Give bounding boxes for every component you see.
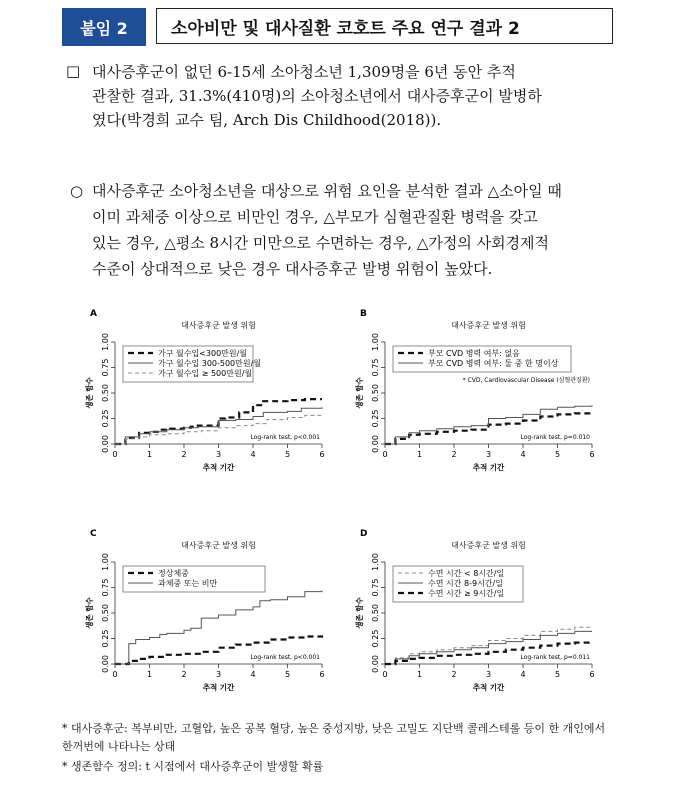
x-tick-label: 1 (146, 450, 153, 459)
chart-panel-a (80, 302, 380, 502)
legend-label-1: 가구 월수입<300만원/월 (158, 349, 248, 358)
legend-label-1: 정상체중 (158, 569, 189, 578)
x-tick-label: 4 (520, 450, 526, 459)
x-tick-label: 2 (181, 670, 187, 679)
x-tick-label: 2 (181, 450, 187, 459)
y-axis-label: 생존 함수 (355, 377, 364, 409)
x-tick-label: 6 (319, 450, 325, 459)
y-tick-label: 0.75 (371, 578, 380, 597)
footnote-1-line1: * 대사증후군: 복부비만, 고혈압, 높은 공복 혈당, 높은 중성지방, 낮은 고밀도 지단백 콜레스테롤 등이 한 개인에서 (62, 722, 606, 735)
chart-title: 대사증후군 발생 위험 (181, 541, 256, 550)
x-tick-label: 6 (589, 670, 595, 679)
chart-panel-b (350, 302, 650, 502)
x-tick-label: 1 (146, 670, 153, 679)
x-tick-label: 3 (485, 450, 492, 459)
chart-title: 대사증후군 발생 위험 (451, 321, 526, 330)
square-bullet-icon: □ (66, 62, 81, 80)
footnote-1-line2: 한꺼번에 나타나는 상태 (62, 740, 176, 753)
chart-note: * CVD, Cardiovascular Disease (심혈관질환) (462, 377, 590, 384)
y-axis-label: 생존 함수 (355, 597, 364, 629)
x-axis-label: 추적 기간 (472, 463, 505, 472)
x-tick-label: 5 (554, 450, 561, 459)
x-tick-label: 3 (215, 670, 222, 679)
x-tick-label: 4 (250, 670, 256, 679)
panel-letter: D (360, 529, 368, 539)
para1-line3: 였다(박경희 교수 팀, Arch Dis Childhood(2018)). (92, 111, 442, 129)
legend-label-1: 수면 시간 < 8시간/일 (428, 569, 505, 578)
x-tick-label: 0 (112, 450, 118, 459)
y-axis-label: 생존 함수 (85, 597, 94, 629)
chart-svg-c (80, 522, 380, 722)
footnote-1 (62, 720, 622, 756)
x-tick-label: 6 (589, 450, 595, 459)
x-tick-label: 0 (112, 670, 118, 679)
panel-letter: C (90, 529, 97, 539)
y-tick-label: 1.00 (371, 333, 380, 351)
y-tick-label: 0.75 (101, 578, 110, 597)
appendix-tag: 붙임 2 (62, 8, 146, 46)
y-axis-label: 생존 함수 (85, 377, 94, 409)
y-tick-label: 0.25 (371, 409, 380, 428)
x-tick-label: 5 (284, 450, 291, 459)
chart-panel-c (80, 522, 380, 722)
panel-letter: A (90, 309, 97, 319)
legend-label-3: 가구 월수입 ≥ 500만원/월 (158, 369, 253, 378)
legend-label-3: 수면 시간 ≥ 9시간/일 (428, 589, 505, 598)
footnote-2: * 생존함수 정의: t 시점에서 대사증후군이 발생할 확률 (62, 760, 324, 773)
y-tick-label: 0.50 (371, 384, 380, 402)
y-tick-label: 0.25 (101, 409, 110, 428)
y-tick-label: 1.00 (101, 333, 110, 351)
x-tick-label: 3 (485, 670, 492, 679)
x-axis-label: 추적 기간 (202, 463, 235, 472)
section-header (62, 8, 615, 46)
x-tick-label: 0 (382, 450, 388, 459)
y-tick-label: 0.50 (101, 604, 110, 622)
chart-title: 대사증후군 발생 위험 (451, 541, 526, 550)
y-tick-label: 0.00 (371, 435, 380, 453)
y-tick-label: 1.00 (101, 553, 110, 571)
legend-label-2: 부모 CVD 병력 여부: 둘 중 한 명이상 (428, 359, 559, 368)
x-tick-label: 5 (284, 670, 291, 679)
y-tick-label: 1.00 (371, 553, 380, 571)
x-tick-label: 0 (382, 670, 388, 679)
circle-bullet-icon: ○ (70, 182, 84, 200)
chart-title: 대사증후군 발생 위험 (181, 321, 256, 330)
para1-line2: 관찰한 결과, 31.3%(410명)의 소아청소년에서 대사증후군이 발병하 (92, 87, 542, 105)
chart-svg-b (350, 302, 650, 502)
legend-label-1: 부모 CVD 병력 여부: 없음 (428, 349, 520, 358)
x-tick-label: 3 (215, 450, 222, 459)
y-tick-label: 0.25 (101, 629, 110, 648)
para2-line1: 대사증후군 소아청소년을 대상으로 위험 요인을 분석한 결과 △소아일 때 (92, 182, 562, 200)
legend-label-2: 수면 시간 8-9시간/일 (428, 579, 503, 588)
x-tick-label: 4 (250, 450, 256, 459)
chart-svg-d (350, 522, 650, 722)
chart-panel-d (350, 522, 650, 722)
y-tick-label: 0.00 (101, 435, 110, 453)
x-axis-label: 추적 기간 (472, 683, 505, 692)
x-tick-label: 2 (451, 450, 457, 459)
chart-svg-a (80, 302, 380, 502)
x-tick-label: 1 (416, 450, 423, 459)
y-tick-label: 0.25 (371, 629, 380, 648)
y-tick-label: 0.75 (371, 358, 380, 377)
logrank-annotation: Log-rank test, p<0.001 (250, 434, 320, 441)
para2-line3: 있는 경우, △평소 8시간 미만으로 수면하는 경우, △가정의 사회경제적 (92, 234, 550, 252)
para2-line4: 수준이 상대적으로 낮은 경우 대사증후군 발병 위험이 높았다. (92, 260, 493, 278)
x-tick-label: 4 (520, 670, 526, 679)
series-line-2 (115, 591, 322, 664)
para1-line1: 대사증후군이 없던 6-15세 소아청소년 1,309명을 6년 동안 추적 (92, 63, 516, 81)
legend-label-2: 과체중 또는 비만 (158, 579, 218, 588)
y-tick-label: 0.50 (101, 384, 110, 402)
logrank-annotation: Log-rank test, p=0.010 (520, 434, 590, 441)
x-tick-label: 5 (554, 670, 561, 679)
x-tick-label: 1 (416, 670, 423, 679)
legend-label-2: 가구 월수입 300-500만원/월 (158, 359, 262, 368)
logrank-annotation: Log-rank test, p<0.001 (250, 654, 320, 661)
section-title: 소아비만 및 대사질환 코호트 주요 연구 결과 2 (156, 8, 613, 44)
y-tick-label: 0.50 (371, 604, 380, 622)
y-tick-label: 0.00 (101, 655, 110, 673)
x-axis-label: 추적 기간 (202, 683, 235, 692)
para2 (92, 178, 614, 282)
x-tick-label: 2 (451, 670, 457, 679)
panel-letter: B (360, 309, 367, 319)
y-tick-label: 0.00 (371, 655, 380, 673)
logrank-annotation: Log-rank test, p=0.011 (520, 654, 590, 661)
y-tick-label: 0.75 (101, 358, 110, 377)
para2-line2: 이미 과체중 이상으로 비만인 경우, △부모가 심혈관질환 병력을 갖고 (92, 208, 538, 226)
para1 (92, 60, 612, 132)
x-tick-label: 6 (319, 670, 325, 679)
